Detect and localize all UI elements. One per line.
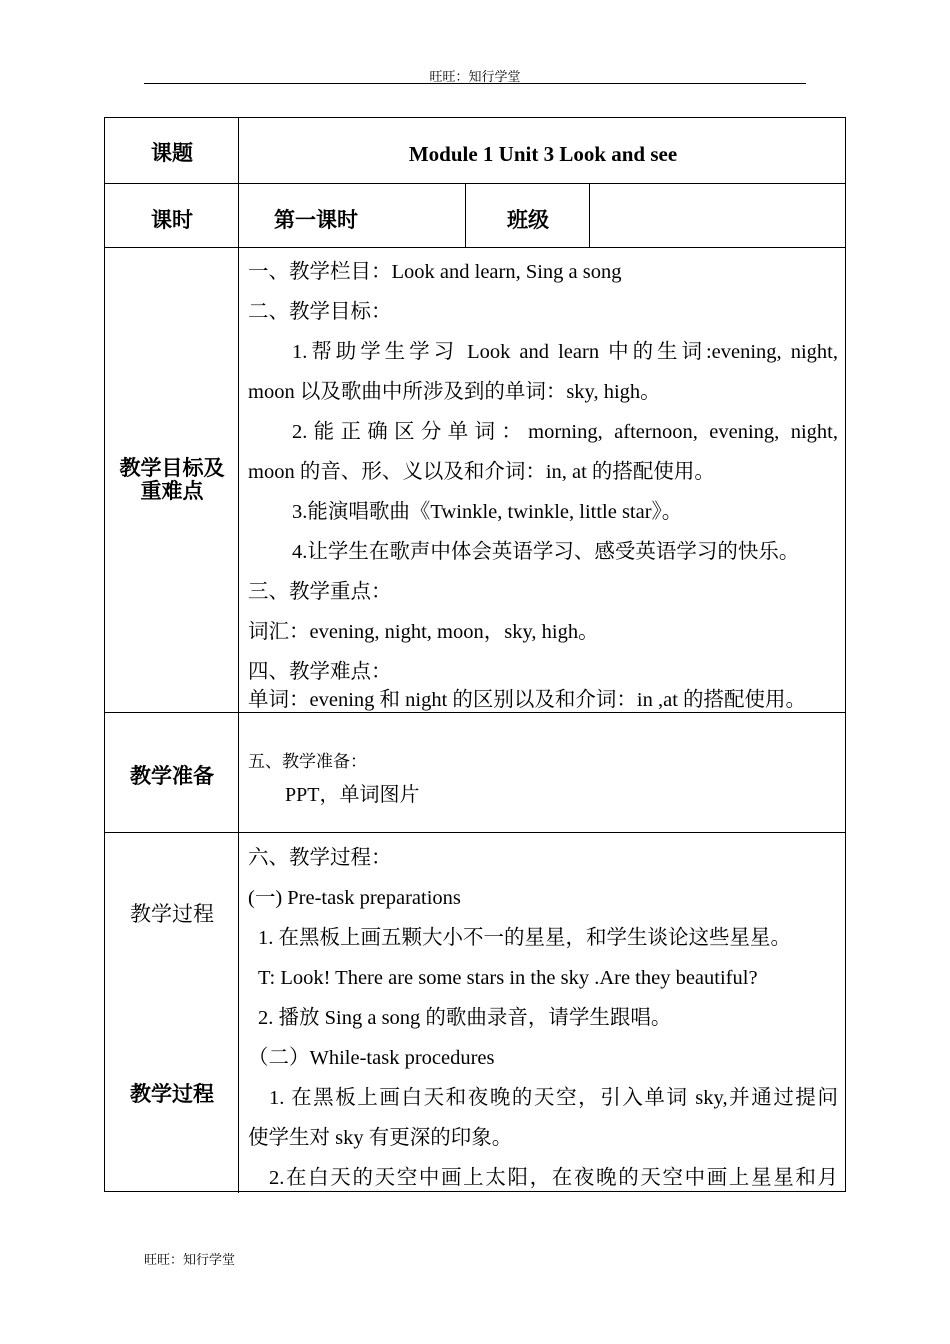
class-label: 班级 <box>507 208 549 232</box>
header-rule <box>144 83 806 84</box>
content-line: 四、教学难点： <box>248 661 392 683</box>
objectives-label-line: 重难点 <box>140 479 204 503</box>
process-label-plain: 教学过程 <box>130 902 214 926</box>
content-line: （二）While-task procedures <box>248 1047 495 1069</box>
objectives-label-line: 教学目标及 <box>119 456 225 480</box>
page-header: 旺旺：知行学堂 <box>429 69 521 84</box>
preparation-label: 教学准备 <box>130 764 214 788</box>
content-line: 2. 播放 Sing a song 的歌曲录音，请学生跟唱。 <box>258 1007 672 1029</box>
content-line: 1.帮助学生学习 Look and learn 中的生词:evening, night, <box>292 341 838 363</box>
process-label: 教学过程 <box>130 1082 214 1106</box>
content-line: 六、教学过程： <box>248 847 392 869</box>
topic-label: 课题 <box>151 141 193 165</box>
content-line: 一、教学栏目：Look and learn, Sing a song <box>248 261 622 283</box>
row-divider <box>105 832 845 833</box>
content-line: moon 以及歌曲中所涉及到的单词：sky, high。 <box>248 381 661 403</box>
topic-value: Module 1 Unit 3 Look and see <box>408 142 678 166</box>
objectives-label <box>105 457 239 503</box>
process-content <box>248 838 838 1198</box>
period-label: 课时 <box>151 208 193 232</box>
content-line: 二、教学目标： <box>248 301 392 323</box>
content-line: 使学生对 sky 有更深的印象。 <box>248 1127 513 1149</box>
period-value: 第一课时 <box>274 208 358 232</box>
content-line: 4.让学生在歌声中体会英语学习、感受英语学习的快乐。 <box>292 541 800 563</box>
content-line: 词汇：evening, night, moon，sky, high。 <box>248 621 599 643</box>
lesson-plan-table <box>104 117 846 1192</box>
row-divider <box>105 183 845 184</box>
content-line: 单词：evening 和 night 的区别以及和介词：in ,at 的搭配使用。 <box>248 689 807 711</box>
page-footer: 旺旺：知行学堂 <box>144 1252 236 1267</box>
objectives-content <box>248 252 838 714</box>
content-line: 2.能正确区分单词：morning, afternoon, evening, night, <box>292 421 838 443</box>
column-divider <box>238 118 239 1193</box>
content-line: 2.在白天的天空中画上太阳，在夜晚的天空中画上星星和月 <box>269 1167 838 1189</box>
row-divider <box>105 247 845 248</box>
content-line: (一) Pre-task preparations <box>248 887 461 909</box>
content-line: 1. 在黑板上画白天和夜晚的天空，引入单词 sky,并通过提问 <box>269 1087 838 1109</box>
preparation-content: PPT，单词图片 <box>285 784 420 806</box>
content-line: 3.能演唱歌曲《Twinkle, twinkle, little star》。 <box>292 501 683 523</box>
content-line: 1. 在黑板上画五颗大小不一的星星，和学生谈论这些星星。 <box>258 927 791 949</box>
content-line: T: Look! There are some stars in the sky .Are they beautiful? <box>258 967 758 989</box>
content-line: 三、教学重点： <box>248 581 392 603</box>
preparation-title: 五、教学准备： <box>248 752 367 771</box>
content-line: moon 的音、形、义以及和介词：in, at 的搭配使用。 <box>248 461 715 483</box>
